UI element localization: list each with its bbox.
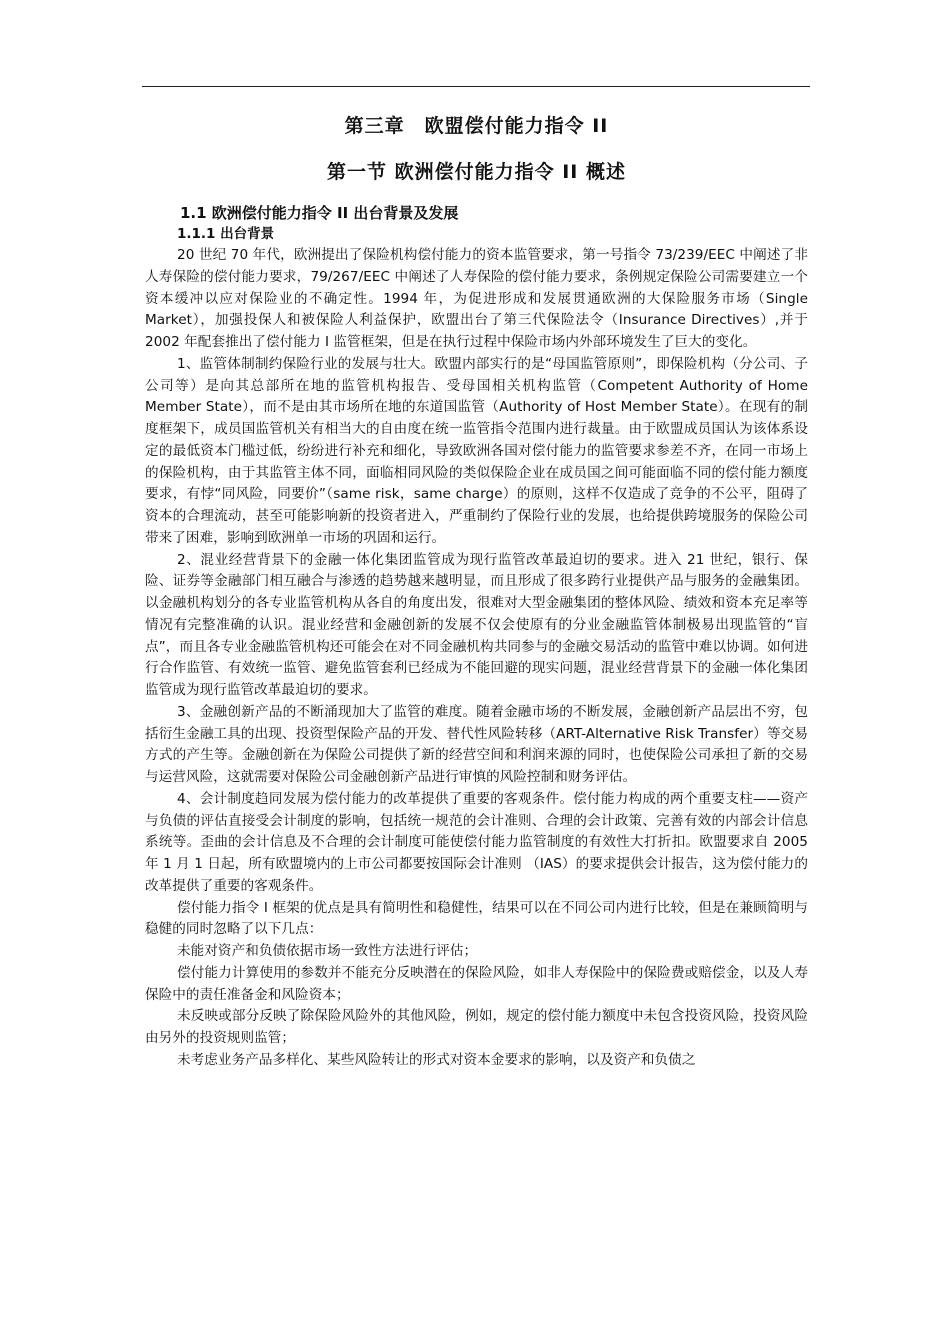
body-paragraph-3: 2、混业经营背景下的金融一体化集团监管成为现行监管改革最迫切的要求。进入 21 世纪，银行、保险、证券等金融部门相互融合与渗透的趋势越来越明显，而且形成了很多跨行业提供产品与服务的金融集团。以金融机构划分的各专业监管机构从各自的角度出发，很难对大型金融集团的整体风险、绩效和资本充足率等情况有完整准确的认识。混业经营和金融创新的发展不仅会使原有的分业金融监管体制极易出现监管的“盲点”，而且各专业金融监管机构还可能会在对不同金融机构共同参与的金融交易活动的监管中难以协调。如何进行合作监管、有效统一监管、避免监管套利已经成为不能回避的现实问题，混业经营背景下的金融一体化集团监管成为现行监管改革最迫切的要求。 (145, 551, 808, 698)
body-paragraph-8: 偿付能力计算使用的参数并不能充分反映潜在的保险风险，如非人寿保险中的保险费或赔偿金，以及人寿保险中的责任准备金和风险资本； (145, 964, 808, 1003)
body-paragraph-10: 未考虑业务产品多样化、某些风险转让的形式对资本金要求的影响，以及资产和负债之 (177, 1051, 696, 1068)
body-paragraph-9: 未反映或部分反映了除保险风险外的其他风险，例如，规定的偿付能力额度中未包含投资风险，投资风险由另外的投资规则监管； (145, 1008, 808, 1046)
body-paragraph-5: 4、会计制度趋同发展为偿付能力的改革提供了重要的客观条件。偿付能力构成的两个重要支柱——资产与负债的评估直接受会计制度的影响，包括统一规范的会计准则、合理的会计政策、完善有效的内部会计信息系统等。歪曲的会计信息及不合理的会计制度可能使偿付能力监管制度的有效性大打折扣。欧盟要求自 2005 年 1 月 1 日起，所有欧盟境内的上市公司都要按国际会计准则 （IAS）的要求提供会计报告，这为偿付能力的改革提供了重要的客观条件。 (145, 790, 808, 894)
body-paragraph-1: 20 世纪 70 年代，欧洲提出了保险机构偿付能力的资本监管要求，第一号指令 73/239/EEC 中阐述了非人寿保险的偿付能力要求，79/267/EEC 中阐述了人寿保险的偿付能力要求，条例规定保险公司需要建立一个资本缓冲以应对保险业的不确定性。1994 年，为促进形成和发展贯通欧洲的大保险服务市场（Single Market），加强投保人和被保险人利益保护，欧盟出台了第三代保险法令（Insurance Directives）,并于 2002 年配套推出了偿付能力 I 监管框架，但是在执行过程中保险市场内外部环境发生了巨大的变化。 (145, 247, 808, 350)
subsection-heading: 1.1 欧洲偿付能力指令 II 出台背景及发展 (180, 204, 459, 222)
body-paragraph-6: 偿付能力指令 I 框架的优点是具有简明性和稳健性，结果可以在不同公司内进行比较，但是在兼顾简明与稳健的同时忽略了以下几点： (145, 899, 808, 938)
header-rule (142, 86, 810, 87)
section-title: 第一节 欧洲偿付能力指令 II 概述 (327, 161, 626, 183)
body-paragraph-7: 未能对资产和负债依据市场一致性方法进行评估； (177, 943, 478, 959)
chapter-title: 第三章 欧盟偿付能力指令 II (344, 115, 609, 137)
document-page (145, 112, 808, 1072)
body-paragraph-4: 3、金融创新产品的不断涌现加大了监管的难度。随着金融市场的不断发展，金融创新产品层出不穷，包括衍生金融工具的出现、投资型保险产品的开发、替代性风险转移（ART-Alternative Risk Transfer）等交易方式的产生等。金融创新在为保险公司提供了新的经营空间和利润来源的同时，也使保险公司承担了新的交易与运营风险，这就需要对保险公司金融创新产品进行审慎的风险控制和财务评估。 (145, 703, 808, 785)
subsubsection-heading: 1.1.1 出台背景 (177, 226, 275, 242)
body-paragraph-2: 1、监管体制制约保险行业的发展与壮大。欧盟内部实行的是“母国监管原则”，即保险机构（分公司、子公司等）是向其总部所在地的监管机构报告、受母国相关机构监管（Competent Authority of Home Member State），而不是由其市场所在地的东道国监管（Authority of Host Member State）。在现有的制度框架下，成员国监管机关有相当大的自由度在统一监管指令范围内进行裁量。由于欧盟成员国认为该体系设定的最低资本门槛过低，纷纷进行补充和细化，导致欧洲各国对偿付能力的监管要求参差不齐，在同一市场上的保险机构，由于其监管主体不同，面临相同风险的类似保险企业在成员国之间可能面临不同的偿付能力额度要求，有悖“同风险，同要价”（same risk，same charge）的原则，这样不仅造成了竞争的不公平，阻碍了资本的合理流动，甚至可能影响新的投资者进入，严重制约了保险行业的发展，也给提供跨境服务的保险公司带来了困难，影响到欧洲单一市场的巩固和运行。 (145, 355, 808, 546)
